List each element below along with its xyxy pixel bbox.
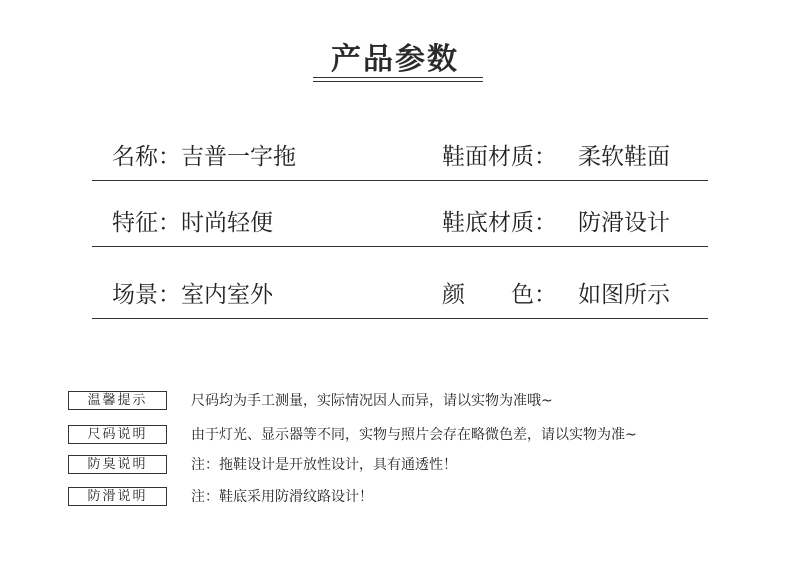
spec-label: 鞋面材质：	[442, 144, 557, 170]
title-underline-top	[313, 77, 483, 78]
spec-label: 特征：	[112, 210, 181, 236]
spec-value: 柔软鞋面	[578, 144, 670, 170]
spec-row	[92, 270, 708, 319]
spec-feature	[112, 204, 273, 237]
spec-row	[92, 132, 708, 181]
note-tag: 温馨提示	[68, 391, 167, 410]
spec-color	[442, 276, 670, 309]
note-row	[68, 389, 553, 411]
spec-label: 鞋底材质：	[442, 210, 557, 236]
spec-value: 防滑设计	[578, 210, 670, 236]
spec-label: 场景：	[112, 282, 181, 308]
spec-scene	[112, 276, 273, 309]
note-text: 尺码均为手工测量，实际情况因人而异，请以实物为准哦~	[191, 393, 553, 409]
spec-name	[112, 138, 296, 171]
note-tag: 尺码说明	[68, 425, 167, 444]
note-row	[68, 423, 637, 445]
spec-label: 名称：	[112, 144, 181, 170]
title-underline-bottom	[313, 81, 483, 82]
note-row	[68, 453, 457, 475]
note-row	[68, 485, 373, 507]
spec-value: 吉普一字拖	[181, 144, 296, 170]
spec-label: 颜 色：	[442, 282, 557, 308]
spec-value: 室内室外	[181, 282, 273, 308]
spec-upper-material	[442, 138, 670, 171]
note-tag: 防臭说明	[68, 455, 167, 474]
note-text: 由于灯光、显示器等不同，实物与照片会存在略微色差，请以实物为准~	[191, 427, 637, 443]
page-title: 产品参数	[331, 42, 459, 77]
spec-row	[92, 198, 708, 247]
spec-value: 如图所示	[578, 282, 670, 308]
spec-value: 时尚轻便	[181, 210, 273, 236]
note-tag: 防滑说明	[68, 487, 167, 506]
spec-sole-material	[442, 204, 670, 237]
note-text: 注：鞋底采用防滑纹路设计！	[191, 489, 373, 505]
note-text: 注：拖鞋设计是开放性设计，具有通透性！	[191, 457, 457, 473]
